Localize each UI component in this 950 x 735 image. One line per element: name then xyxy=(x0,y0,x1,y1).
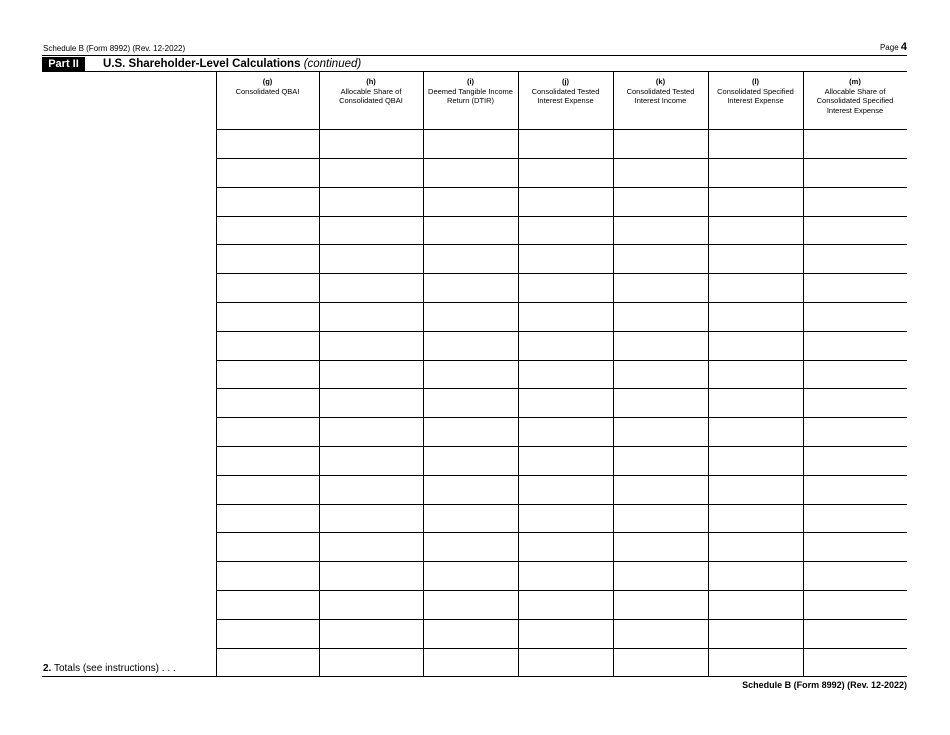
entry-cell[interactable] xyxy=(709,533,802,560)
entry-cell[interactable] xyxy=(709,217,802,243)
column-letter: (i) xyxy=(466,77,475,86)
top-rule xyxy=(42,55,907,56)
column-letter: (k) xyxy=(655,77,666,86)
entry-cell[interactable] xyxy=(424,188,517,215)
entry-cell[interactable] xyxy=(709,389,802,416)
entry-cell[interactable] xyxy=(217,245,318,272)
entry-cell[interactable] xyxy=(320,533,422,560)
totals-entry-cell[interactable] xyxy=(519,649,612,675)
entry-cell[interactable] xyxy=(217,130,318,157)
entry-cell[interactable] xyxy=(320,418,422,445)
entry-cell[interactable] xyxy=(217,505,318,531)
column-letter: (g) xyxy=(262,77,273,86)
entry-cell[interactable] xyxy=(320,130,422,157)
entry-cell[interactable] xyxy=(804,130,906,157)
entry-cell[interactable] xyxy=(614,505,707,531)
entry-cell[interactable] xyxy=(424,274,517,301)
entry-cell[interactable] xyxy=(614,562,707,589)
entry-cell[interactable] xyxy=(614,361,707,387)
entry-cell[interactable] xyxy=(424,591,517,618)
entry-cell[interactable] xyxy=(804,505,906,531)
column-letter: (l) xyxy=(751,77,760,86)
entry-cell[interactable] xyxy=(320,591,422,618)
entry-cell[interactable] xyxy=(217,159,318,186)
entry-cell[interactable] xyxy=(614,389,707,416)
entry-cell[interactable] xyxy=(614,217,707,243)
entry-cell[interactable] xyxy=(424,447,517,474)
entry-cell[interactable] xyxy=(804,418,906,445)
column-label: Allocable Share of Consolidated Specified Interest Expense xyxy=(816,86,894,115)
entry-cell[interactable] xyxy=(217,303,318,330)
entry-cell[interactable] xyxy=(217,562,318,589)
entry-cell[interactable] xyxy=(804,159,906,186)
entry-cell[interactable] xyxy=(804,303,906,330)
entry-cell[interactable] xyxy=(519,303,612,330)
entry-cell[interactable] xyxy=(424,505,517,531)
entry-cell[interactable] xyxy=(217,418,318,445)
entry-cell[interactable] xyxy=(709,188,802,215)
entry-cell[interactable] xyxy=(709,562,802,589)
entry-cell[interactable] xyxy=(804,533,906,560)
entry-cell[interactable] xyxy=(320,303,422,330)
entry-cell[interactable] xyxy=(320,562,422,589)
column-label: Consolidated Specified Interest Expense xyxy=(717,86,794,105)
totals-entry-cell[interactable] xyxy=(804,649,906,675)
column-letter: (h) xyxy=(366,77,376,86)
entry-cell[interactable] xyxy=(804,217,906,243)
entry-cell[interactable] xyxy=(424,159,517,186)
totals-entry-cell[interactable] xyxy=(709,649,802,675)
entry-cell[interactable] xyxy=(320,389,422,416)
entry-cell[interactable] xyxy=(320,476,422,503)
entry-cell[interactable] xyxy=(424,389,517,416)
entry-cell[interactable] xyxy=(320,361,422,387)
entry-cell[interactable] xyxy=(804,245,906,272)
column-label: Consolidated Tested Interest Expense xyxy=(531,86,600,105)
part-title-suffix: (continued) xyxy=(303,58,362,70)
column-letter: (m) xyxy=(849,77,861,86)
entry-cell[interactable] xyxy=(424,130,517,157)
entry-cell[interactable] xyxy=(519,188,612,215)
entry-cell[interactable] xyxy=(320,447,422,474)
column-label: Consolidated QBAI xyxy=(235,86,300,96)
column-label: Allocable Share of Consolidated QBAI xyxy=(339,86,403,105)
totals-label xyxy=(43,663,176,674)
entry-cell[interactable] xyxy=(709,447,802,474)
entry-cell[interactable] xyxy=(804,447,906,474)
entry-cell[interactable] xyxy=(804,188,906,215)
entry-cell[interactable] xyxy=(217,533,318,560)
entry-cell[interactable] xyxy=(217,389,318,416)
entry-cell[interactable] xyxy=(709,130,802,157)
column-header-j xyxy=(521,77,610,106)
entry-cell[interactable] xyxy=(804,476,906,503)
part-title-text: U.S. Shareholder-Level Calculations xyxy=(103,58,301,70)
entry-cell[interactable] xyxy=(804,274,906,301)
entry-cell[interactable] xyxy=(519,217,612,243)
bottom-rule xyxy=(42,676,907,677)
entry-cell[interactable] xyxy=(217,620,318,647)
footer-form-id: Schedule B (Form 8992) (Rev. 12-2022) xyxy=(742,680,907,690)
column-header-h xyxy=(322,77,420,106)
page-header-form-id: Schedule B (Form 8992) (Rev. 12-2022) xyxy=(43,44,186,53)
page-number-label xyxy=(880,41,907,53)
entry-cell[interactable] xyxy=(217,188,318,215)
totals-entry-cell[interactable] xyxy=(614,649,707,675)
part-badge: Part II xyxy=(42,57,85,71)
column-label: Deemed Tangible Income Return (DTIR) xyxy=(428,86,513,105)
entry-cell[interactable] xyxy=(614,533,707,560)
entry-cell[interactable] xyxy=(519,361,612,387)
totals-entry-cell[interactable] xyxy=(424,649,517,675)
entry-cell[interactable] xyxy=(519,159,612,186)
entry-cell[interactable] xyxy=(320,159,422,186)
totals-line-label: Totals (see instructions) xyxy=(53,663,159,674)
totals-leader-dots: . . . xyxy=(161,663,176,674)
entry-cell[interactable] xyxy=(709,591,802,618)
entry-cell[interactable] xyxy=(424,533,517,560)
entry-cell[interactable] xyxy=(614,274,707,301)
entry-cell[interactable] xyxy=(804,361,906,387)
entry-cell[interactable] xyxy=(320,245,422,272)
entry-cell[interactable] xyxy=(424,620,517,647)
entry-cell[interactable] xyxy=(614,620,707,647)
column-header-l xyxy=(711,77,800,106)
column-header-m xyxy=(806,77,904,115)
entry-cell[interactable] xyxy=(320,332,422,359)
entry-cell[interactable] xyxy=(519,562,612,589)
entry-cell[interactable] xyxy=(519,620,612,647)
entry-cell[interactable] xyxy=(709,159,802,186)
entry-cell[interactable] xyxy=(519,274,612,301)
entry-cell[interactable] xyxy=(424,361,517,387)
entry-cell[interactable] xyxy=(519,332,612,359)
entry-cell[interactable] xyxy=(709,505,802,531)
column-header-g xyxy=(219,77,316,96)
entry-cell[interactable] xyxy=(614,332,707,359)
entry-cell[interactable] xyxy=(424,245,517,272)
entry-cell[interactable] xyxy=(320,274,422,301)
entry-cell[interactable] xyxy=(614,447,707,474)
entry-cell[interactable] xyxy=(614,591,707,618)
column-header-i xyxy=(426,77,515,106)
entry-cell[interactable] xyxy=(519,591,612,618)
entry-cell[interactable] xyxy=(519,130,612,157)
entry-cell[interactable] xyxy=(804,591,906,618)
entry-cell[interactable] xyxy=(519,389,612,416)
entry-cell[interactable] xyxy=(424,332,517,359)
entry-cell[interactable] xyxy=(519,476,612,503)
totals-entry-cell[interactable] xyxy=(217,649,318,675)
entry-cell[interactable] xyxy=(519,505,612,531)
entry-cell[interactable] xyxy=(217,332,318,359)
entry-cell[interactable] xyxy=(217,217,318,243)
entry-cell[interactable] xyxy=(519,418,612,445)
entry-cell[interactable] xyxy=(424,217,517,243)
entry-cell[interactable] xyxy=(614,188,707,215)
totals-entry-cell[interactable] xyxy=(320,649,422,675)
entry-cell[interactable] xyxy=(709,476,802,503)
part-title xyxy=(103,57,361,71)
page-number: 4 xyxy=(900,41,907,53)
entry-cell[interactable] xyxy=(217,361,318,387)
entry-cell[interactable] xyxy=(519,447,612,474)
entry-cell[interactable] xyxy=(217,447,318,474)
entry-cell[interactable] xyxy=(320,217,422,243)
entry-cell[interactable] xyxy=(217,274,318,301)
column-letter: (j) xyxy=(561,77,570,86)
entry-cell[interactable] xyxy=(804,562,906,589)
entry-cell[interactable] xyxy=(519,245,612,272)
totals-line-number: 2. xyxy=(43,663,52,674)
entry-cell[interactable] xyxy=(614,476,707,503)
entry-cell[interactable] xyxy=(217,591,318,618)
page-label: Page xyxy=(879,43,899,52)
entry-cell[interactable] xyxy=(614,159,707,186)
entry-cell[interactable] xyxy=(709,332,802,359)
column-label: Consolidated Tested Interest Income xyxy=(626,86,695,105)
entry-cell[interactable] xyxy=(217,476,318,503)
column-header-k xyxy=(616,77,705,106)
entry-cell[interactable] xyxy=(804,389,906,416)
entry-cell[interactable] xyxy=(614,130,707,157)
entry-cell[interactable] xyxy=(709,274,802,301)
entry-cell[interactable] xyxy=(320,620,422,647)
entry-cell[interactable] xyxy=(424,562,517,589)
entry-cell[interactable] xyxy=(709,303,802,330)
entry-cell[interactable] xyxy=(614,418,707,445)
entry-cell[interactable] xyxy=(614,303,707,330)
entry-cell[interactable] xyxy=(709,361,802,387)
entry-cell[interactable] xyxy=(804,332,906,359)
entry-cell[interactable] xyxy=(424,476,517,503)
entry-cell[interactable] xyxy=(320,505,422,531)
entry-cell[interactable] xyxy=(804,620,906,647)
part-header xyxy=(42,57,907,71)
entry-cell[interactable] xyxy=(709,245,802,272)
entry-cell[interactable] xyxy=(519,533,612,560)
entry-cell[interactable] xyxy=(320,188,422,215)
entry-cell[interactable] xyxy=(424,303,517,330)
entry-cell[interactable] xyxy=(709,418,802,445)
part-rule xyxy=(42,71,907,72)
entry-cell[interactable] xyxy=(424,418,517,445)
entry-cell[interactable] xyxy=(709,620,802,647)
entry-cell[interactable] xyxy=(614,245,707,272)
